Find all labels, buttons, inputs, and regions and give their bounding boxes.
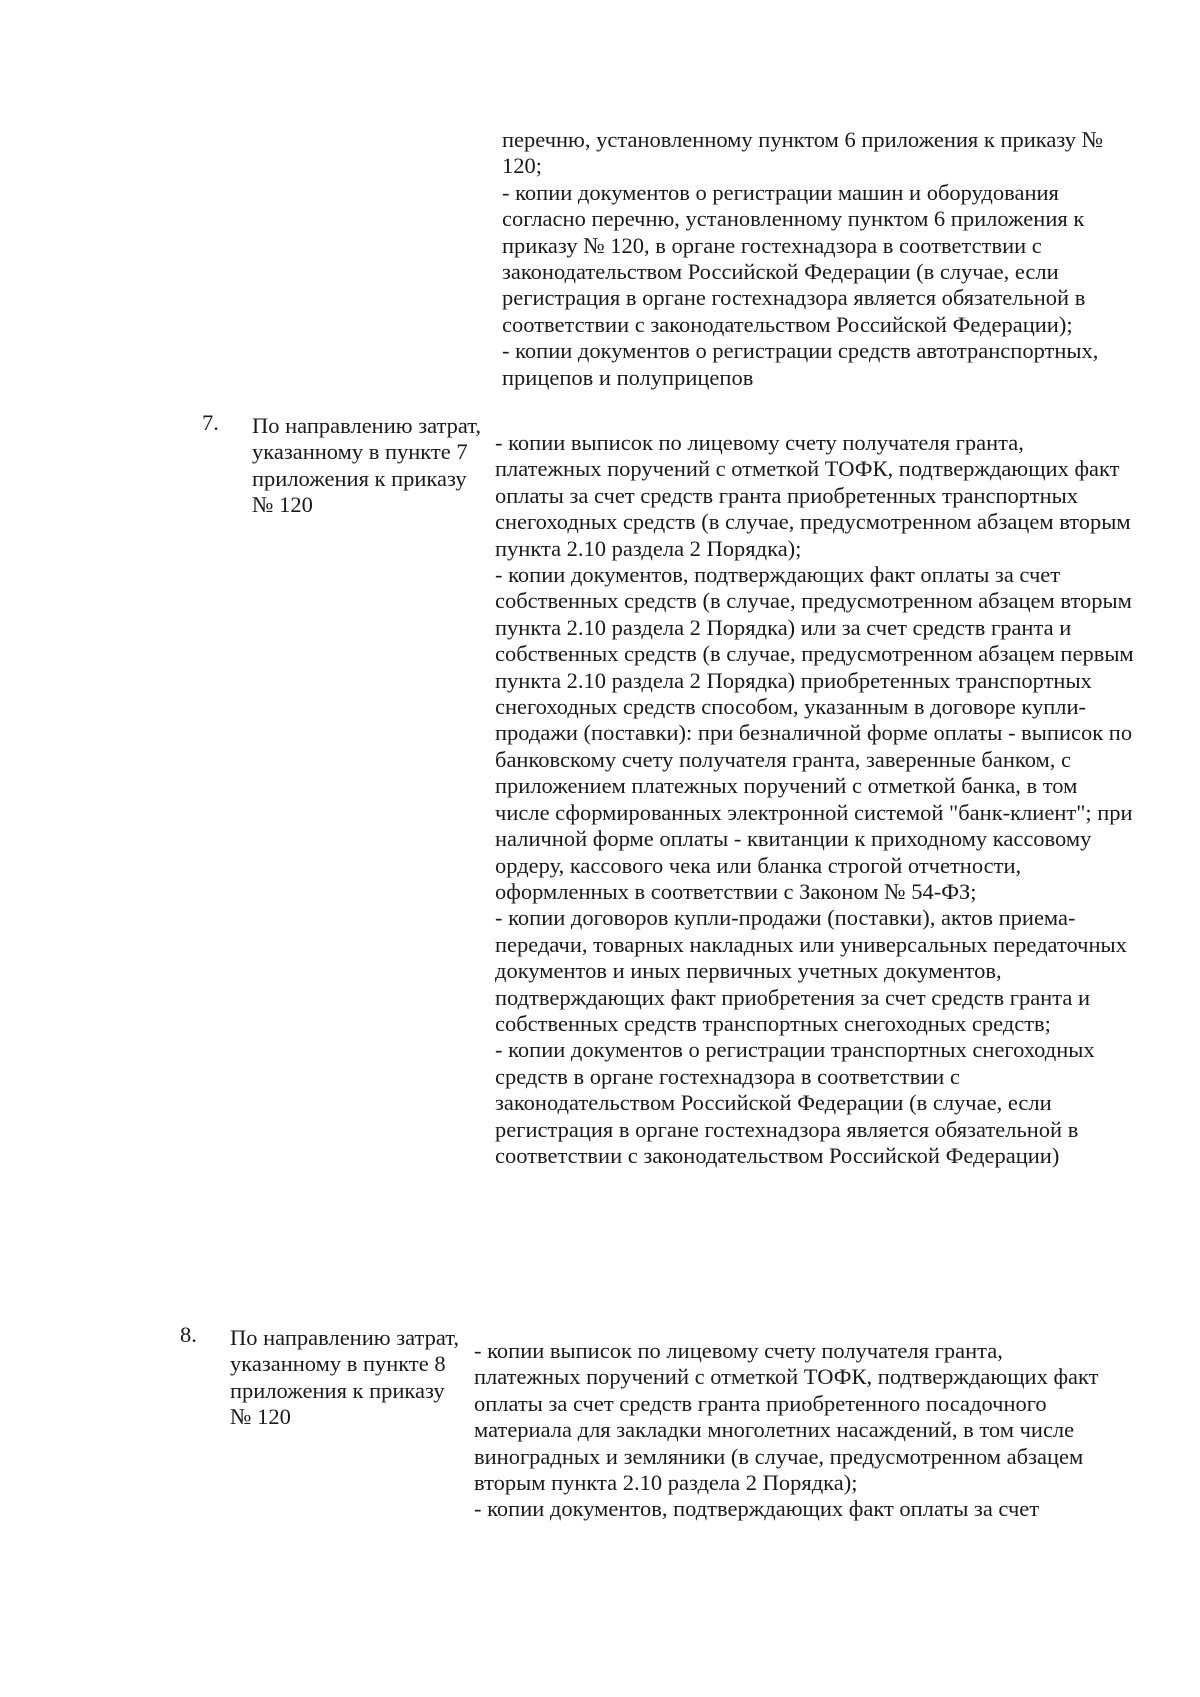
continuation-paragraph: - копии документов о регистрации машин и оборудования согласно перечню, установленному пунктом 6 приложения к приказу № 120, в органе гостехнадзора в соответствии с законодательством Российской Федерации (в случае, если регистрация в органе гостехнадзора является обязательной в соответствии с законодательством Российской Федерации);	[502, 179, 1086, 337]
list-item: - копии документов о регистрации транспортных снегоходных средств в органе гостехнадзора в соответствии с законодательством Российской Федерации (в случае, если регистрация в органе гостехнадзора является обязательной в соответствии с законодательством Российской Федерации)	[495, 1037, 1095, 1168]
list-item: - копии выписок по лицевому счету получателя гранта, платежных поручений с отметкой ТОФК, подтверждающих факт оплаты за счет средств гранта приобретенного посадочного материала для закладки многолетних насаждений, в том числе виноградных и земляники (в случае, предусмотренном абзацем вторым пункта 2.10 раздела 2 Порядка);	[474, 1338, 1099, 1496]
row-label: По направлению затрат, указанному в пункте 7 приложения к приказу № 120	[252, 413, 482, 518]
continuation-paragraph: перечню, установленному пунктом 6 приложения к приказу № 120;	[502, 127, 1104, 179]
row-label: По направлению затрат, указанному в пункте 8 приложения к приказу № 120	[230, 1325, 460, 1430]
continuation-text	[502, 127, 1142, 391]
row-number: 8.	[180, 1322, 197, 1347]
list-item: - копии выписок по лицевому счету получателя гранта, платежных поручений с отметкой ТОФК, подтверждающих факт оплаты за счет средств гранта приобретенных транспортных снегоходных средств (в случае, предусмотренном абзацем вторым пункта 2.10 раздела 2 Порядка);	[495, 430, 1131, 561]
row-content	[495, 430, 1135, 1169]
list-item: - копии документов, подтверждающих факт оплаты за счет собственных средств (в случае, предусмотренном абзацем вторым пункта 2.10 раздела 2 Порядка) или за счет средств гранта и собственных средств (в случае, предусмотренном абзацем первым пункта 2.10 раздела 2 Порядка) приобретенных транспортных снегоходных средств способом, указанным в договоре купли-продажи (поставки): при безналичной форме оплаты - выписок по банковскому счету получателя гранта, заверенные банком, с приложением платежных поручений с отметкой банка, в том числе сформированных электронной системой "банк-клиент"; при наличной форме оплаты - квитанции к приходному кассовому ордеру, кассового чека или бланка строгой отчетности, оформленных в соответствии с Законом № 54-ФЗ;	[495, 562, 1134, 904]
row-content	[474, 1338, 1114, 1523]
list-item: - копии документов, подтверждающих факт оплаты за счет	[474, 1496, 1040, 1522]
row-number: 7.	[202, 410, 219, 435]
list-item: - копии договоров купли-продажи (поставки), актов приема-передачи, товарных накладных или универсальных передаточных документов и иных первичных учетных документов, подтверждающих факт приобретения за счет средств гранта и собственных средств транспортных снегоходных средств;	[495, 905, 1127, 1036]
continuation-paragraph: - копии документов о регистрации средств автотранспортных, прицепов и полуприцепов	[502, 338, 1099, 390]
